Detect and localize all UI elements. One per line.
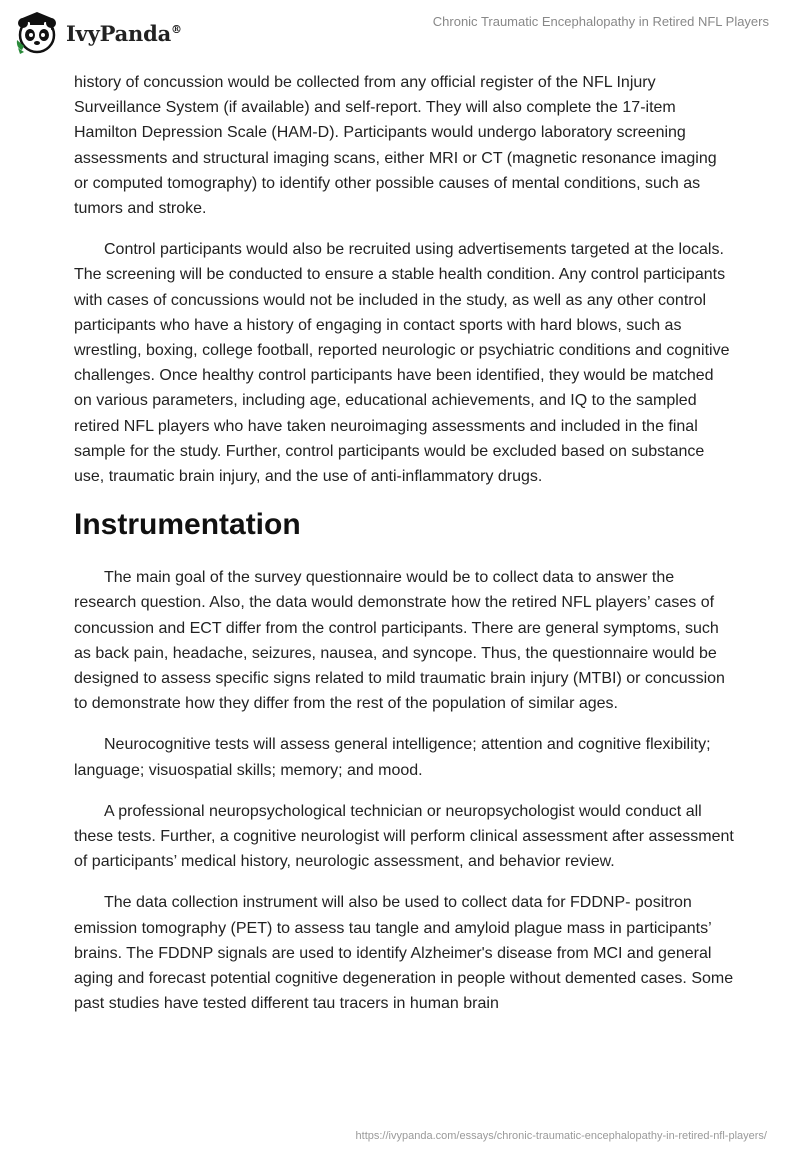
document-title: Chronic Traumatic Encephalopathy in Retired NFL Players xyxy=(432,14,769,29)
page-header xyxy=(0,0,800,64)
brand-logo[interactable] xyxy=(14,10,182,56)
paragraph-1: history of concussion would be collected from any official register of the NFL Injury Surveillance System (if available) and self-report. They will also complete the 17-item Hamilton Depression Scale (HAM-D). Participants would undergo laboratory screening assessments and structural imaging scans, either MRI or CT (magnetic resonance imaging or computed tomography) to identify other possible causes of mental conditions, such as tumors and stroke. xyxy=(74,74,717,218)
registered-mark: ® xyxy=(171,22,182,36)
source-url[interactable]: https://ivypanda.com/essays/chronic-traumatic-encephalopathy-in-retired-nfl-players/ xyxy=(355,1130,767,1142)
brand-name: IvyPanda® xyxy=(66,20,182,46)
paragraph-6: The data collection instrument will also be used to collect data for FDDNP- positron emission tomography (PET) to assess tau tangle and amyloid plague mass in participants’ brains. The FDDNP signals are used to identify Alzheimer's disease from MCI and general aging and forecast potential cognitive degeneration in people without demented cases. Some past studies have tested different tau tracers in human brain xyxy=(74,894,734,1013)
panda-logo-icon xyxy=(14,10,60,56)
paragraph-3: The main goal of the survey questionnaire would be to collect data to answer the research question. Also, the data would demonstrate how the retired NFL players’ cases of concussion and ECT differ from the control participants. There are general symptoms, such as back pain, headache, seizures, nausea, and syncope. Thus, the questionnaire would be designed to assess specific signs related to mild traumatic brain injury (MTBI) or concussion to demonstrate how they differ from the rest of the population of similar ages. xyxy=(74,569,725,713)
article-body xyxy=(74,70,734,1033)
paragraph-2: Control participants would also be recruited using advertisements targeted at the locals. The screening will be conducted to ensure a stable health condition. Any control participants with cases of concussions would not be included in the study, as well as any other control participants who have a history of engaging in contact sports with hard blows, such as wrestling, boxing, college football, reported neurologic or psychiatric conditions and cognitive challenges. Once healthy control participants have been identified, they would be matched on various parameters, including age, educational achievements, and IQ to the sampled retired NFL players who have taken neuroimaging assessments and included in the final sample for the study. Further, control participants would be excluded based on substance use, traumatic brain injury, and the use of anti-inflammatory drugs. xyxy=(74,241,730,486)
paragraph-4: Neurocognitive tests will assess general intelligence; attention and cognitive flexibility; language; visuospatial skills; memory; and mood. xyxy=(74,736,711,779)
paragraph-5: A professional neuropsychological technician or neuropsychologist would conduct all these tests. Further, a cognitive neurologist will perform clinical assessment after assessment of participants’ medical history, neurologic assessment, and behavior review. xyxy=(74,802,734,871)
section-heading: Instrumentation xyxy=(74,508,301,542)
